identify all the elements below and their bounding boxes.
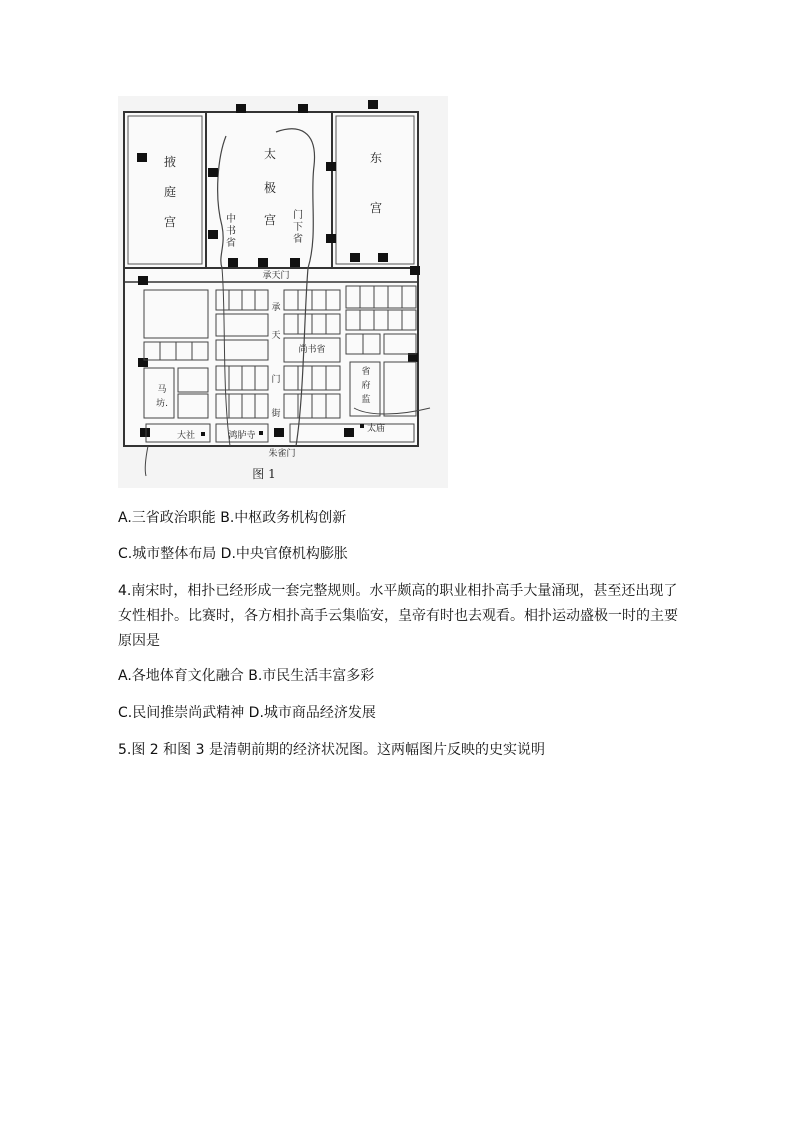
zhuque-label: 朱雀门	[268, 449, 296, 459]
taiji-label-3: 宫	[263, 213, 277, 227]
yeting-label-3: 宫	[163, 215, 177, 229]
city-plan-figure	[118, 96, 448, 488]
dashe-label: 大社	[176, 431, 196, 441]
q4-stem: 4.南宋时，相扑已经形成一套完整规则。水平颇高的职业相扑高手大量涌现，甚至还出现了女性相扑。比赛时，各方相扑高手云集临安，皇帝有时也去观看。相扑运动盛极一时的主要原因是	[118, 583, 678, 649]
shengfujian-label-3: 监	[361, 395, 371, 405]
taimiao-label: 太庙	[366, 424, 386, 434]
mafang-label-2: 坊.	[156, 399, 168, 409]
q5-stem: 5.图 2 和图 3 是清朝前期的经济状况图。这两幅图片反映的史实说明	[118, 742, 545, 758]
street-label-1: 承	[271, 303, 281, 313]
taiji-label-2: 极	[263, 181, 277, 195]
figure-caption: 图 1	[252, 467, 276, 481]
q3-options-ab: A.三省政治职能 B.中枢政务机构创新	[118, 510, 347, 526]
q4-options-ab: A.各地体育文化融合 B.市民生活丰富多彩	[118, 668, 375, 684]
shengfujian-label-1: 省	[361, 367, 371, 377]
street-label-4: 街	[271, 409, 281, 419]
menxia-label-3: 省	[293, 234, 303, 245]
menxia-label-2: 下	[293, 222, 303, 233]
q4-options-cd: C.民间推崇尚武精神 D.城市商品经济发展	[118, 705, 376, 721]
zhongshu-label-1: 中	[226, 214, 236, 225]
zhongshu-label-2: 书	[226, 226, 236, 237]
donggong-label-2: 宫	[369, 201, 383, 215]
zhongshu-label-3: 省	[226, 238, 236, 249]
street-label-3: 门	[271, 375, 281, 385]
q3-options-cd: C.城市整体布局 D.中央官僚机构膨胀	[118, 546, 348, 562]
taiji-label-1: 太	[263, 147, 277, 161]
yeting-label-1: 掖	[163, 155, 177, 169]
mafang-label-1: 马	[157, 385, 167, 395]
menxia-label-1: 门	[293, 210, 303, 221]
shengfujian-label-2: 府	[361, 381, 371, 391]
street-label-2: 天	[271, 331, 281, 341]
shangshu-label: 尚书省	[298, 345, 326, 355]
honglu-label: 鸿胪寺	[228, 431, 256, 441]
chengtianmen-label: 承天门	[262, 271, 290, 281]
donggong-label-1: 东	[369, 151, 383, 165]
yeting-label-2: 庭	[163, 185, 177, 199]
